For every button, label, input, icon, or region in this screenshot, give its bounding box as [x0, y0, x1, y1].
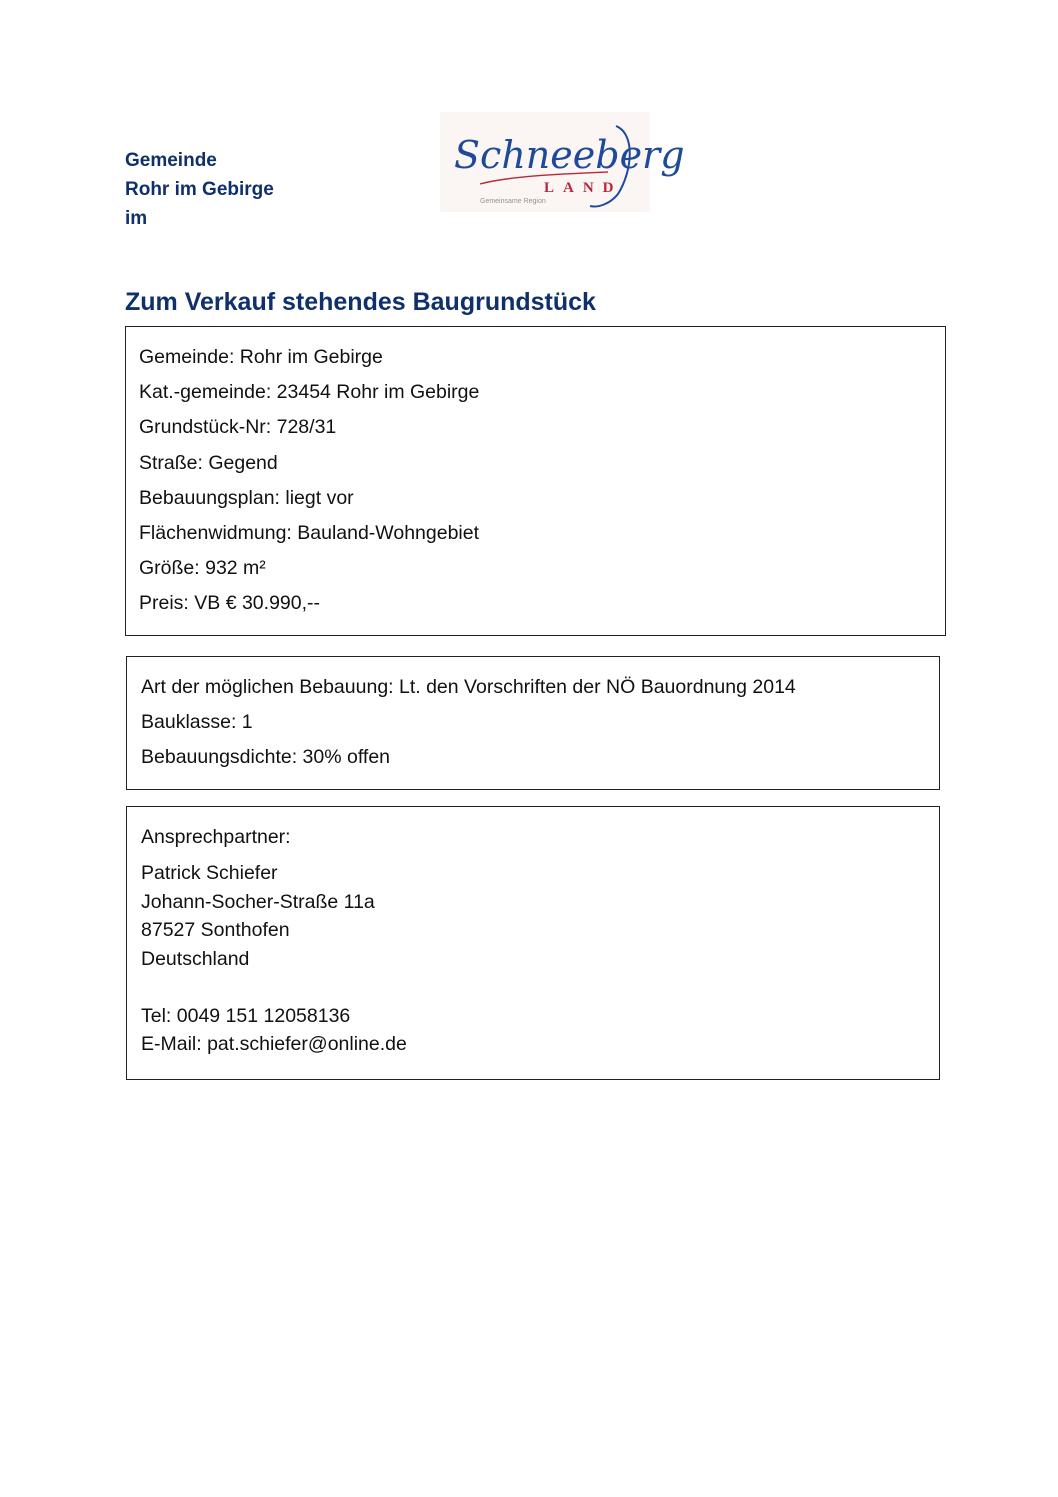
property-street: Straße: Gegend	[139, 451, 278, 474]
header-line: Gemeinde	[125, 150, 217, 171]
property-price: Preis: VB € 30.990,--	[139, 592, 321, 615]
property-development-plan: Bebauungsplan: liegt vor	[139, 486, 354, 509]
schneeberg-land-logo	[440, 112, 685, 212]
logo-wordmark: Schneeberg	[454, 133, 685, 177]
contact-box	[126, 806, 940, 1080]
contact-email: E-Mail: pat.schiefer@online.de	[141, 1033, 407, 1055]
contact-country: Deutschland	[141, 947, 250, 970]
contact-street: Johann-Socher-Straße 11a	[141, 890, 375, 913]
header-line: Rohr im Gebirge	[125, 179, 274, 200]
spacer	[141, 973, 925, 1002]
contact-city: 87527 Sonthofen	[141, 919, 290, 941]
logo-subword: LAND	[544, 180, 623, 196]
property-plot-number: Grundstück-Nr: 728/31	[139, 416, 337, 439]
contact-phone: Tel: 0049 151 12058136	[141, 1004, 351, 1027]
contact-name: Patrick Schiefer	[141, 862, 278, 884]
property-zoning: Flächenwidmung: Bauland-Wohngebiet	[139, 521, 480, 544]
logo-tagline: Gemeinsame Region	[480, 198, 546, 205]
header-line: im	[125, 208, 148, 229]
building-type: Art der möglichen Bebauung: Lt. den Vorschriften der NÖ Bauordnung 2014	[141, 676, 796, 698]
logo-graphic	[440, 112, 685, 212]
property-size: Größe: 932 m²	[139, 557, 266, 580]
page-title: Zum Verkauf stehendes Baugrundstück	[125, 288, 596, 316]
property-cadastral: Kat.-gemeinde: 23454 Rohr im Gebirge	[139, 381, 480, 404]
property-municipality: Gemeinde: Rohr im Gebirge	[139, 346, 383, 368]
building-density: Bebauungsdichte: 30% offen	[141, 746, 391, 769]
building-class: Bauklasse: 1	[141, 711, 253, 734]
building-rules-box	[126, 656, 940, 790]
property-details-box	[125, 326, 946, 636]
municipality-header	[125, 146, 274, 233]
contact-heading: Ansprechpartner:	[141, 826, 291, 848]
